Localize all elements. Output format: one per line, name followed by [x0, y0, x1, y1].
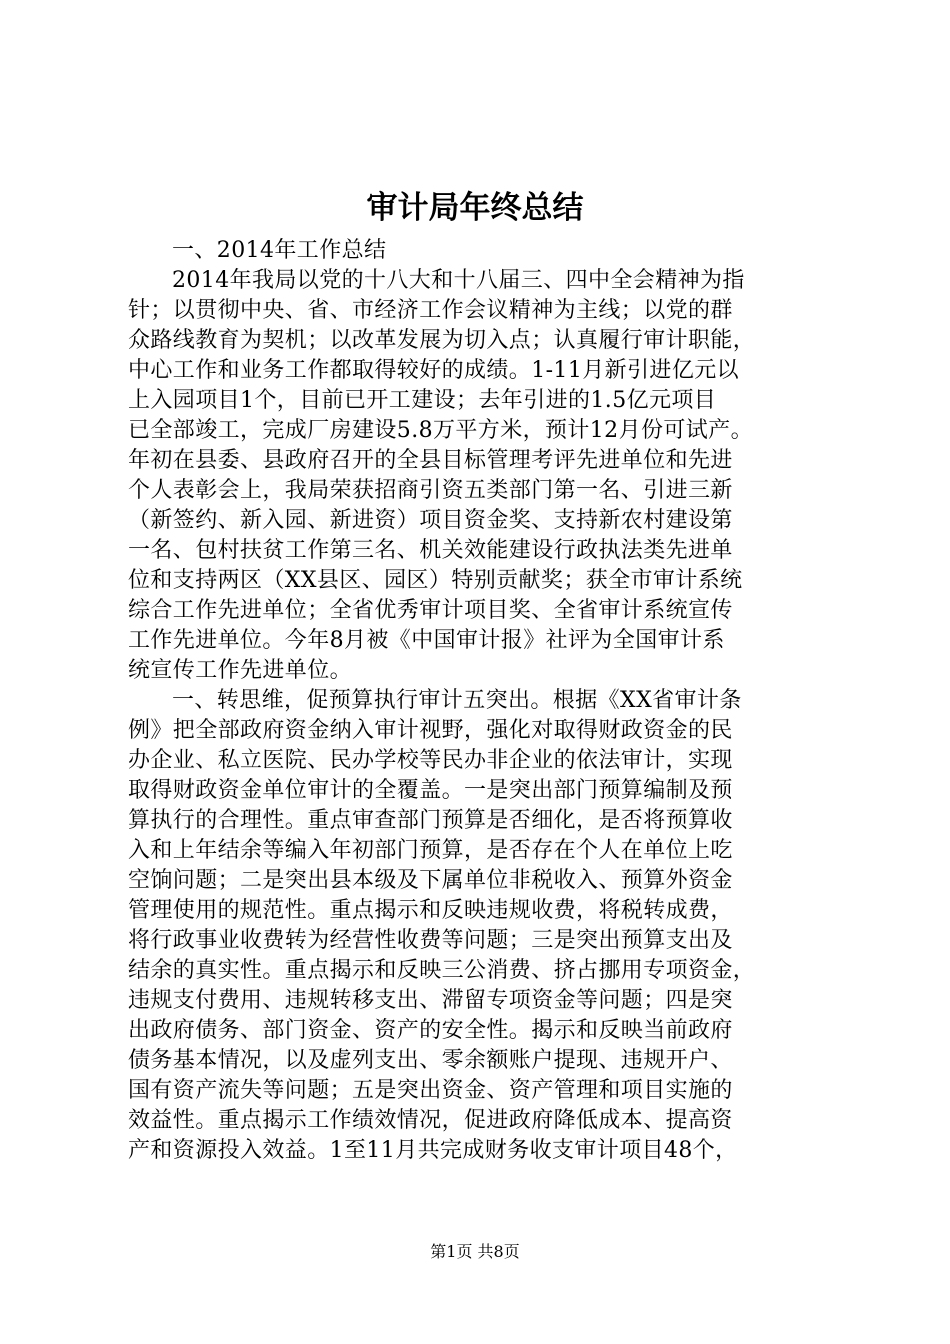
- paragraph-line: 入和上年结余等编入年初部门预算，是否存在个人在单位上吃: [128, 838, 733, 863]
- paragraph-line: 例》把全部政府资金纳入审计视野，强化对取得财政资金的民: [128, 718, 733, 743]
- paragraph-line: （新签约、新入园、新进资）项目资金奖、支持新农村建设第: [128, 508, 733, 533]
- paragraph-line: 针；以贯彻中央、省、市经济工作会议精神为主线；以党的群: [128, 298, 733, 323]
- paragraph-line: 取得财政资金单位审计的全覆盖。一是突出部门预算编制及预: [128, 778, 733, 803]
- paragraph-line: 位和支持两区（XX县区、园区）特别贡献奖；获全市审计系统: [128, 568, 743, 593]
- paragraph-line: 年初在县委、县政府召开的全县目标管理考评先进单位和先进: [128, 448, 733, 473]
- paragraph-line: 众路线教育为契机；以改革发展为切入点；认真履行审计职能，: [128, 328, 756, 353]
- paragraph-line: 违规支付费用、违规转移支出、滞留专项资金等问题；四是突: [128, 988, 733, 1013]
- paragraph-line: 一名、包村扶贫工作第三名、机关效能建设行政执法类先进单: [128, 538, 733, 563]
- paragraph-line: 综合工作先进单位；全省优秀审计项目奖、全省审计系统宣传: [128, 598, 733, 623]
- paragraph-line: 债务基本情况，以及虚列支出、零余额账户提现、违规开户、: [128, 1048, 733, 1073]
- paragraph-line: 中心工作和业务工作都取得较好的成绩。1-11月新引进亿元以: [128, 358, 740, 383]
- paragraph-line: 将行政事业收费转为经营性收费等问题；三是突出预算支出及: [128, 928, 733, 953]
- paragraph-line: 工作先进单位。今年8月被《中国审计报》社评为全国审计系: [128, 628, 725, 653]
- paragraph-line: 算执行的合理性。重点审查部门预算是否细化，是否将预算收: [128, 808, 733, 833]
- paragraph-line: 办企业、私立医院、民办学校等民办非企业的依法审计，实现: [128, 748, 733, 773]
- paragraph-line: 产和资源投入效益。1至11月共完成财务收支审计项目48个，: [128, 1138, 738, 1163]
- document-title: 审计局年终总结: [366, 190, 584, 226]
- paragraph-line: 空饷问题；二是突出县本级及下属单位非税收入、预算外资金: [128, 868, 733, 893]
- paragraph-line: 结余的真实性。重点揭示和反映三公消费、挤占挪用专项资金，: [128, 958, 756, 983]
- paragraph-line: 上入园项目1个，目前已开工建设；去年引进的1.5亿元项目: [128, 388, 717, 413]
- paragraph-line: 2014年我局以党的十八大和十八届三、四中全会精神为指: [172, 268, 745, 293]
- paragraph-line: 效益性。重点揭示工作绩效情况，促进政府降低成本、提高资: [128, 1108, 733, 1133]
- paragraph-line: 已全部竣工，完成厂房建设5.8万平方米，预计12月份可试产。: [128, 418, 753, 443]
- paragraph-line: 一、转思维，促预算执行审计五突出。根据《XX省审计条: [172, 688, 742, 713]
- paragraph-line: 国有资产流失等问题；五是突出资金、资产管理和项目实施的: [128, 1078, 733, 1103]
- document-body: [128, 236, 836, 1166]
- paragraph-line: 统宣传工作先进单位。: [128, 658, 353, 683]
- paragraph-line: 管理使用的规范性。重点揭示和反映违规收费，将税转成费，: [128, 898, 733, 923]
- page-number-footer: 第1页 共8页: [430, 1242, 520, 1261]
- section-heading: 一、2014年工作总结: [172, 238, 387, 263]
- paragraph-line: 个人表彰会上，我局荣获招商引资五类部门第一名、引进三新: [128, 478, 733, 503]
- paragraph-line: 出政府债务、部门资金、资产的安全性。揭示和反映当前政府: [128, 1018, 733, 1043]
